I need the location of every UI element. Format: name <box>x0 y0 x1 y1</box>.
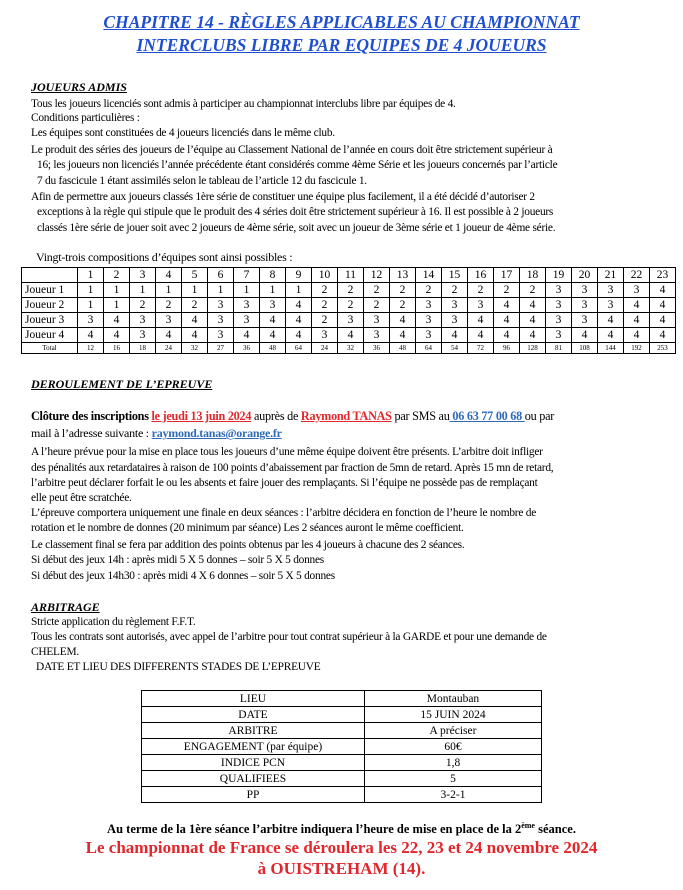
column-header: 11 <box>338 268 364 283</box>
table-cell: 1 <box>182 283 208 298</box>
total-cell: 72 <box>468 343 494 354</box>
table-cell: 4 <box>572 328 598 343</box>
column-header: 20 <box>572 268 598 283</box>
table-cell: 4 <box>598 313 624 328</box>
table-cell: 3 <box>130 328 156 343</box>
seance-note-end: séance. <box>534 822 576 837</box>
table-cell: 2 <box>312 298 338 313</box>
total-cell: 16 <box>104 343 130 354</box>
table-cell: 4 <box>650 328 676 343</box>
deroulement-line: des pénalités aux retardataires à raison de 100 points d’abaissement par fraction de 5mn de retard. Après 15 mn de retard, <box>31 462 554 474</box>
table-cell: 2 <box>416 283 442 298</box>
column-header: 13 <box>390 268 416 283</box>
table-cell: 3 <box>78 313 104 328</box>
table-cell: 3 <box>364 328 390 343</box>
column-header: 4 <box>156 268 182 283</box>
ou-par-text: ou par <box>524 409 555 423</box>
table-cell: 3 <box>598 298 624 313</box>
table-cell: 3 <box>598 283 624 298</box>
total-cell: 32 <box>182 343 208 354</box>
column-header: 10 <box>312 268 338 283</box>
final-announcement-line1: Le championnat de France se déroulera les 22, 23 et 24 novembre 2024 <box>85 838 598 857</box>
table-cell: 4 <box>468 313 494 328</box>
aupres-text: auprès de <box>254 409 299 423</box>
table-cell: 2 <box>364 298 390 313</box>
final-announcement-line2: à OUISTREHAM (14). <box>257 859 426 878</box>
row-label: Joueur 3 <box>22 313 78 328</box>
deroulement-line: A l’heure prévue pour la mise en place tous les joueurs d’une même équipe doivent être présents. L’arbitre doit infliger <box>31 446 543 458</box>
deroulement-line: Si début des jeux 14h30 : après midi 4 X 6 donnes – soir 5 X 5 donnes <box>31 570 335 582</box>
total-label: Total <box>22 343 78 354</box>
info-key: PP <box>142 787 365 803</box>
joueurs-line: exceptions à la règle qui stipule que le produit des 4 séries doit être strictement supérieur à 16. Il est possible à 2 joueurs <box>37 206 554 218</box>
total-cell: 253 <box>650 343 676 354</box>
sms-text: par SMS au <box>394 409 450 423</box>
total-cell: 144 <box>598 343 624 354</box>
table-cell: 3 <box>416 298 442 313</box>
table-cell: 3 <box>624 283 650 298</box>
table-cell: 3 <box>416 313 442 328</box>
section-heading-joueurs: JOUEURS ADMIS <box>31 80 127 94</box>
table-cell: 1 <box>208 283 234 298</box>
mail-label: mail à l’adresse suivante : <box>31 426 149 440</box>
table-cell: 3 <box>546 313 572 328</box>
total-cell: 36 <box>364 343 390 354</box>
table-cell: 4 <box>624 313 650 328</box>
table-header-row <box>22 268 676 283</box>
table-row <box>142 739 542 755</box>
column-header: 2 <box>104 268 130 283</box>
column-header: 7 <box>234 268 260 283</box>
total-cell: 128 <box>520 343 546 354</box>
cloture-label: Clôture des inscriptions <box>31 409 149 423</box>
table-cell: 4 <box>286 328 312 343</box>
table-cell: 2 <box>390 283 416 298</box>
table-cell: 3 <box>572 298 598 313</box>
table-cell: 3 <box>546 298 572 313</box>
joueurs-line: Les équipes sont constituées de 4 joueurs licenciés dans le même club. <box>31 127 335 139</box>
table-cell: 4 <box>286 298 312 313</box>
table-cell: 3 <box>130 313 156 328</box>
table-row <box>142 771 542 787</box>
section-heading-arbitrage: ARBITRAGE <box>31 600 100 614</box>
table-row <box>142 691 542 707</box>
table-row <box>142 787 542 803</box>
seance-note <box>0 821 683 837</box>
table-cell: 2 <box>182 298 208 313</box>
table-cell: 4 <box>468 328 494 343</box>
mail-line <box>31 427 282 440</box>
table-cell: 3 <box>546 328 572 343</box>
table-cell: 1 <box>234 283 260 298</box>
table-cell: 3 <box>572 313 598 328</box>
total-cell: 32 <box>338 343 364 354</box>
table-cell: 4 <box>442 328 468 343</box>
column-header: 23 <box>650 268 676 283</box>
page-title: CHAPITRE 14 - RÈGLES APPLICABLES AU CHAMPIONNAT <box>103 12 580 32</box>
arbitrage-line: CHELEM. <box>31 646 79 658</box>
joueurs-line: classés 1ère série de jouer soit avec 2 joueurs de 4ème série, soit avec un joueur de 3ème série et 1 joueur de 4ème série. <box>37 222 556 234</box>
table-cell: 4 <box>520 298 546 313</box>
total-cell: 96 <box>494 343 520 354</box>
seance-note-sup: ème <box>521 821 535 830</box>
column-header: 9 <box>286 268 312 283</box>
table-cell: 1 <box>78 283 104 298</box>
column-header: 19 <box>546 268 572 283</box>
info-value: 15 JUIN 2024 <box>365 707 542 723</box>
deroulement-line: l’arbitre peut déclarer forfait le ou les absents et faire jouer des remplaçants. Si l’équipe ne possède pas de remplaçant <box>31 477 538 489</box>
total-cell: 81 <box>546 343 572 354</box>
table-cell: 4 <box>650 298 676 313</box>
table-row <box>142 755 542 771</box>
info-key: LIEU <box>142 691 365 707</box>
table-corner-cell <box>22 268 78 283</box>
table-cell: 4 <box>78 328 104 343</box>
table-cell: 4 <box>624 298 650 313</box>
seance-note-text: Au terme de la 1ère séance l’arbitre indiquera l’heure de mise en place de la 2 <box>107 822 522 837</box>
table-cell: 3 <box>156 313 182 328</box>
joueurs-line: 16; les joueurs non licenciés l’année précédente étant considérés comme 4ème Série et les joueurs concernés par l’article <box>37 159 558 171</box>
info-value: 60€ <box>365 739 542 755</box>
table-cell: 4 <box>520 313 546 328</box>
table-row <box>142 707 542 723</box>
total-cell: 27 <box>208 343 234 354</box>
total-cell: 64 <box>416 343 442 354</box>
table-cell: 3 <box>338 313 364 328</box>
table-cell: 3 <box>572 283 598 298</box>
table-total-row <box>22 343 676 354</box>
table-cell: 4 <box>650 283 676 298</box>
info-key: DATE <box>142 707 365 723</box>
info-value: A préciser <box>365 723 542 739</box>
table-cell: 3 <box>260 298 286 313</box>
total-cell: 108 <box>572 343 598 354</box>
table-cell: 4 <box>182 328 208 343</box>
info-value: 3-2-1 <box>365 787 542 803</box>
column-header: 5 <box>182 268 208 283</box>
table-cell: 4 <box>182 313 208 328</box>
compositions-intro: Vingt-trois compositions d’équipes sont ainsi possibles : <box>36 250 293 264</box>
table-cell: 2 <box>338 298 364 313</box>
table-cell: 1 <box>104 298 130 313</box>
table-cell: 2 <box>494 283 520 298</box>
deroulement-line: Le classement final se fera par addition des points obtenus par les 4 joueurs à chacune des 2 séances. <box>31 539 465 551</box>
table-cell: 3 <box>364 313 390 328</box>
joueurs-line: Tous les joueurs licenciés sont admis à participer au championnat interclubs libre par équipes de 4. <box>31 98 456 110</box>
table-cell: 4 <box>494 328 520 343</box>
table-cell: 4 <box>104 328 130 343</box>
table-cell: 4 <box>286 313 312 328</box>
joueurs-line: 7 du fascicule 1 étant assimilés selon le tableau de l’article 12 du fascicule 1. <box>37 175 367 187</box>
deroulement-line: elle peut être scratchée. <box>31 492 132 504</box>
table-row <box>22 298 676 313</box>
table-cell: 2 <box>312 283 338 298</box>
column-header: 12 <box>364 268 390 283</box>
table-row <box>22 328 676 343</box>
table-cell: 1 <box>156 283 182 298</box>
column-header: 3 <box>130 268 156 283</box>
cloture-date: le jeudi 13 juin 2024 <box>151 409 252 423</box>
table-cell: 1 <box>286 283 312 298</box>
table-cell: 3 <box>546 283 572 298</box>
table-cell: 2 <box>312 313 338 328</box>
column-header: 6 <box>208 268 234 283</box>
table-cell: 4 <box>104 313 130 328</box>
info-key: QUALIFIEES <box>142 771 365 787</box>
table-cell: 2 <box>442 283 468 298</box>
table-cell: 4 <box>624 328 650 343</box>
page-subtitle: INTERCLUBS LIBRE PAR EQUIPES DE 4 JOUEURS <box>136 35 547 55</box>
info-value: 1,8 <box>365 755 542 771</box>
table-cell: 3 <box>442 313 468 328</box>
table-cell: 2 <box>338 283 364 298</box>
table-cell: 1 <box>130 283 156 298</box>
table-row <box>142 723 542 739</box>
table-cell: 4 <box>390 328 416 343</box>
info-value: 5 <box>365 771 542 787</box>
total-cell: 24 <box>156 343 182 354</box>
table-cell: 1 <box>78 298 104 313</box>
deroulement-line: rotation et le nombre de donnes (20 minimum par séance) Les 2 séances auront le même coefficient. <box>31 522 464 534</box>
joueurs-line: Afin de permettre aux joueurs classés 1ère série de constituer une équipe plus facilement, il a été décidé d’autoriser 2 <box>31 191 535 203</box>
table-cell: 2 <box>130 298 156 313</box>
table-cell: 3 <box>416 328 442 343</box>
total-cell: 24 <box>312 343 338 354</box>
event-info-table <box>141 690 542 803</box>
joueurs-line: Le produit des séries des joueurs de l’équipe au Classement National de l’année en cours doit être strictement supérieur à <box>31 144 553 156</box>
table-cell: 4 <box>260 328 286 343</box>
table-row <box>22 283 676 298</box>
column-header: 22 <box>624 268 650 283</box>
section-heading-deroulement: DEROULEMENT DE L’EPREUVE <box>31 377 213 391</box>
total-cell: 48 <box>260 343 286 354</box>
column-header: 15 <box>442 268 468 283</box>
info-value: Montauban <box>365 691 542 707</box>
table-cell: 3 <box>234 313 260 328</box>
total-cell: 64 <box>286 343 312 354</box>
info-key: INDICE PCN <box>142 755 365 771</box>
info-key: ARBITRE <box>142 723 365 739</box>
table-cell: 2 <box>390 298 416 313</box>
table-cell: 1 <box>260 283 286 298</box>
total-cell: 192 <box>624 343 650 354</box>
table-row <box>22 313 676 328</box>
deroulement-line: L’épreuve comportera uniquement une finale en deux séances : l’arbitre décidera en fonction de l’heure le nombre de <box>31 507 537 519</box>
column-header: 21 <box>598 268 624 283</box>
column-header: 17 <box>494 268 520 283</box>
table-cell: 4 <box>598 328 624 343</box>
column-header: 14 <box>416 268 442 283</box>
contact-phone: 06 63 77 00 68 <box>449 409 525 423</box>
arbitrage-line: Stricte application du règlement F.F.T. <box>31 616 196 628</box>
info-key: ENGAGEMENT (par équipe) <box>142 739 365 755</box>
table-cell: 4 <box>260 313 286 328</box>
table-cell: 4 <box>234 328 260 343</box>
compositions-table <box>21 267 676 354</box>
table-cell: 3 <box>312 328 338 343</box>
table-cell: 2 <box>364 283 390 298</box>
table-cell: 2 <box>468 283 494 298</box>
row-label: Joueur 2 <box>22 298 78 313</box>
row-label: Joueur 4 <box>22 328 78 343</box>
row-label: Joueur 1 <box>22 283 78 298</box>
table-cell: 4 <box>650 313 676 328</box>
total-cell: 12 <box>78 343 104 354</box>
table-cell: 4 <box>390 313 416 328</box>
cloture-line <box>31 410 554 423</box>
table-cell: 4 <box>494 298 520 313</box>
table-cell: 4 <box>338 328 364 343</box>
arbitrage-line: Tous les contrats sont autorisés, avec appel de l’arbitre pour tout contrat supérieur à la GARDE et pour une demande de <box>31 631 547 643</box>
table-cell: 4 <box>156 328 182 343</box>
table-cell: 4 <box>494 313 520 328</box>
column-header: 8 <box>260 268 286 283</box>
table-cell: 4 <box>520 328 546 343</box>
total-cell: 48 <box>390 343 416 354</box>
deroulement-line: Si début des jeux 14h : après midi 5 X 5 donnes – soir 5 X 5 donnes <box>31 554 324 566</box>
table-cell: 3 <box>208 313 234 328</box>
table-cell: 1 <box>104 283 130 298</box>
total-cell: 36 <box>234 343 260 354</box>
contact-email-link[interactable]: raymond.tanas@orange.fr <box>151 426 282 440</box>
joueurs-line: Conditions particulières : <box>31 112 140 124</box>
date-lieu-heading: DATE ET LIEU DES DIFFERENTS STADES DE L’EPREUVE <box>36 661 321 673</box>
table-cell: 3 <box>442 298 468 313</box>
table-cell: 3 <box>208 328 234 343</box>
contact-name: Raymond TANAS <box>300 409 392 423</box>
table-cell: 3 <box>208 298 234 313</box>
total-cell: 54 <box>442 343 468 354</box>
column-header: 18 <box>520 268 546 283</box>
table-cell: 3 <box>234 298 260 313</box>
table-cell: 3 <box>468 298 494 313</box>
table-cell: 2 <box>156 298 182 313</box>
table-cell: 2 <box>520 283 546 298</box>
column-header: 1 <box>78 268 104 283</box>
column-header: 16 <box>468 268 494 283</box>
total-cell: 18 <box>130 343 156 354</box>
